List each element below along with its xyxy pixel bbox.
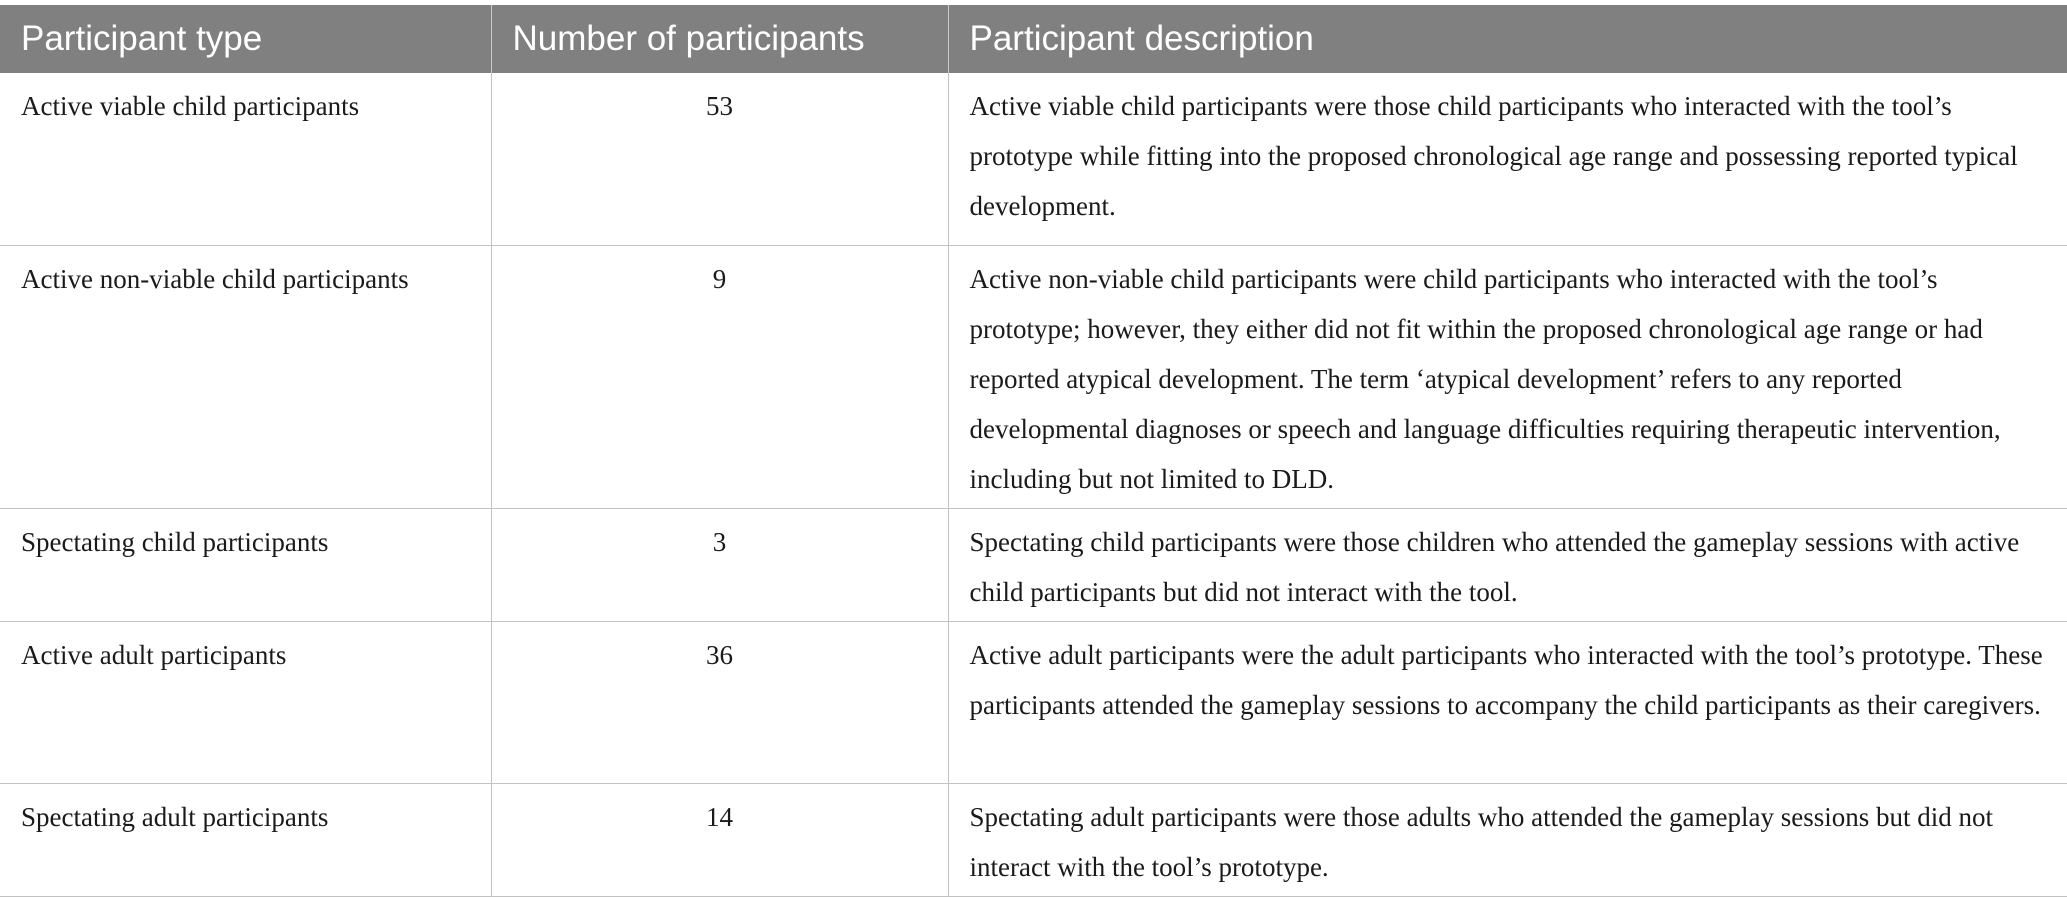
participant-table-container — [0, 5, 2067, 897]
participant-count-cell: 53 — [491, 73, 948, 245]
header-participant-type: Participant type — [0, 5, 491, 73]
table-row — [0, 245, 2067, 508]
participant-description-cell: Active adult participants were the adult participants who interacted with the tool’s prototype. These participants attended the gameplay sessions to accompany the child participants as their caregivers. — [948, 621, 2067, 783]
participant-description-cell: Spectating child participants were those children who attended the gameplay sessions with active child participants but did not interact with the tool. — [948, 508, 2067, 621]
participant-count-cell: 9 — [491, 245, 948, 508]
table-row — [0, 508, 2067, 621]
table-row — [0, 73, 2067, 245]
header-participant-description: Participant description — [948, 5, 2067, 73]
table-row — [0, 783, 2067, 896]
participant-description-cell: Spectating adult participants were those adults who attended the gameplay sessions but did not interact with the tool’s prototype. — [948, 783, 2067, 896]
participant-count-cell: 14 — [491, 783, 948, 896]
participant-type-cell: Spectating child participants — [0, 508, 491, 621]
table-header-row — [0, 5, 2067, 73]
table-row — [0, 621, 2067, 783]
participant-table — [0, 5, 2067, 897]
header-number-of-participants: Number of participants — [491, 5, 948, 73]
participant-type-cell: Active non-viable child participants — [0, 245, 491, 508]
participant-description-cell: Active non-viable child participants were child participants who interacted with the tool’s prototype; however, they either did not fit within the proposed chronological age range or had reported atypical development. The term ‘atypical development’ refers to any reported developmental diagnoses or speech and language difficulties requiring therapeutic intervention, including but not limited to DLD. — [948, 245, 2067, 508]
participant-type-cell: Active viable child participants — [0, 73, 491, 245]
participant-count-cell: 36 — [491, 621, 948, 783]
participant-type-cell: Spectating adult participants — [0, 783, 491, 896]
participant-description-cell: Active viable child participants were those child participants who interacted with the tool’s prototype while fitting into the proposed chronological age range and possessing reported typical development. — [948, 73, 2067, 245]
participant-type-cell: Active adult participants — [0, 621, 491, 783]
participant-count-cell: 3 — [491, 508, 948, 621]
